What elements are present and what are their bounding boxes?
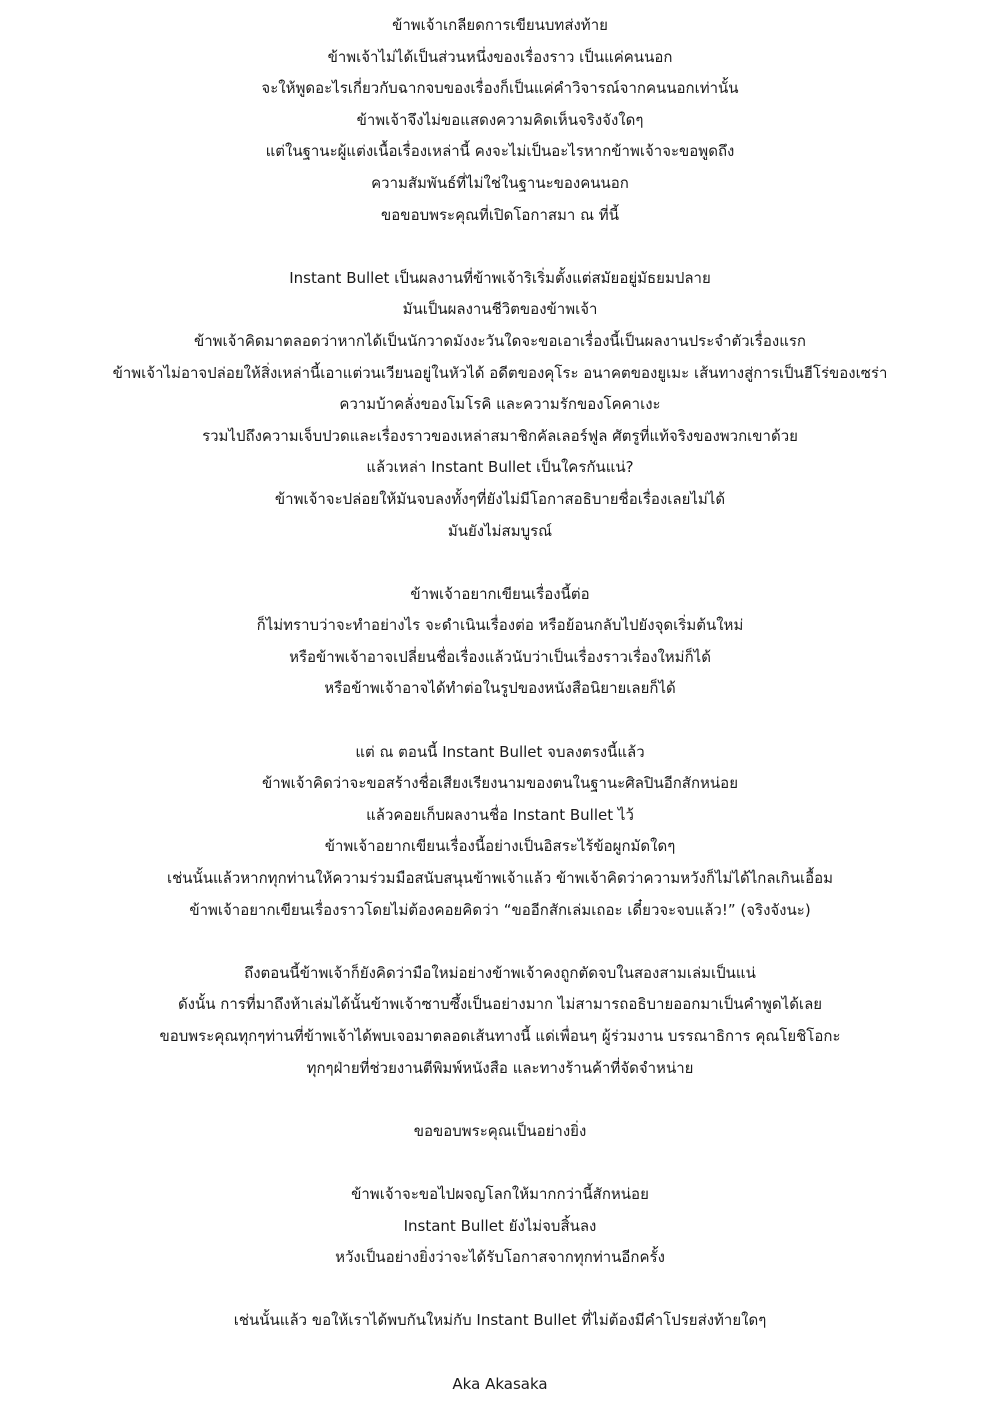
text-line: ข้าพเจ้าอยากเขียนเรื่องนี้อย่างเป็นอิสระไร้ข้อผูกมัดใดๆ xyxy=(324,837,676,856)
text-line: Instant Bullet เป็นผลงานที่ข้าพเจ้าริเริ่มตั้งแต่สมัยอยู่มัธยมปลาย xyxy=(289,268,711,287)
text-line: ข้าพเจ้าเกลียดการเขียนบทส่งท้าย xyxy=(392,16,608,34)
text-line: ข้าพเจ้าคิดว่าจะขอสร้างชื่อเสียงเรียงนามของตนในฐานะศิลปินอีกสักหน่อย xyxy=(262,774,738,793)
text-line: มันเป็นผลงานชีวิตของข้าพเจ้า xyxy=(402,300,598,319)
text-line: เช่นนั้นแล้ว ขอให้เราได้พบกันใหม่กับ Instant Bullet ที่ไม่ต้องมีคำโปรยส่งท้ายใดๆ xyxy=(233,1311,767,1330)
text-line: ข้าพเจ้าคิดมาตลอดว่าหากได้เป็นนักวาดมังงะวันใดจะขอเอาเรื่องนี้เป็นผลงานประจำตัวเรื่องแรก xyxy=(193,331,806,350)
text-line: ขอขอบพระคุณที่เปิดโอกาสมา ณ ที่นี้ xyxy=(381,205,619,224)
stanza-gap xyxy=(0,926,1000,958)
text-line: แล้วเหล่า Instant Bullet เป็นใครกันแน่? xyxy=(366,458,634,477)
text-line: หวังเป็นอย่างยิ่งว่าจะได้รับโอกาสจากทุกท่านอีกครั้ง xyxy=(335,1248,665,1267)
text-line: รวมไปถึงความเจ็บปวดและเรื่องราวของเหล่าสมาชิกคัลเลอร์ฟูล ศัตรูที่แท้จริงของพวกเขาด้วย xyxy=(202,426,798,445)
text-line: ดังนั้น การที่มาถึงห้าเล่มได้นั้นข้าพเจ้าซาบซึ้งเป็นอย่างมาก ไม่สามารถอธิบายออกมาเป็นคำพูดได้เลย xyxy=(177,995,823,1014)
text-line: ข้าพเจ้าไม่อาจปล่อยให้สิ่งเหล่านี้เอาแต่วนเวียนอยู่ในหัวได้ อดีตของคุโระ อนาคตของยูเมะ เส้นทางสู่การเป็นฮีโร่ของเซร่า xyxy=(112,363,888,382)
stanza-2 xyxy=(0,263,1000,547)
stanza-6 xyxy=(0,1116,1000,1148)
stanza-gap xyxy=(0,1147,1000,1179)
text-line: ความสัมพันธ์ที่ไม่ใช่ในฐานะของคนนอก xyxy=(371,173,629,192)
spacer xyxy=(0,1337,1000,1369)
text-line: มันยังไม่สมบูรณ์ xyxy=(447,521,553,540)
stanza-gap xyxy=(0,1274,1000,1306)
text-line: หรือข้าพเจ้าอาจเปลี่ยนชื่อเรื่องแล้วนับว่าเป็นเรื่องราวเรื่องใหม่ก็ได้ xyxy=(289,647,711,666)
text-line: ข้าพเจ้าอยากเขียนเรื่องราวโดยไม่ต้องคอยคิดว่า “ขออีกสักเล่มเถอะ เดี๋ยวจะจบแล้ว!” (จริงจังนะ) xyxy=(189,900,811,919)
text-line: ข้าพเจ้าจึงไม่ขอแสดงความคิดเห็นจริงจังใดๆ xyxy=(356,110,644,129)
text-line: Instant Bullet ยังไม่จบสิ้นลง xyxy=(403,1216,597,1235)
text-line: แต่ในฐานะผู้แต่งเนื้อเรื่องเหล่านี้ คงจะไม่เป็นอะไรหากข้าพเจ้าจะขอพูดถึง xyxy=(265,142,735,161)
afterword-body xyxy=(0,10,1000,1337)
text-line: ขอบพระคุณทุกๆท่านที่ข้าพเจ้าได้พบเจอมาตลอดเส้นทางนี้ แด่เพื่อนๆ ผู้ร่วมงาน บรรณาธิการ คุณโยชิโอกะ xyxy=(159,1027,841,1045)
text-line: ก็ไม่ทราบว่าจะทำอย่างไร จะดำเนินเรื่องต่อ หรือย้อนกลับไปยังจุดเริ่มต้นใหม่ xyxy=(256,616,744,635)
stanza-1 xyxy=(0,10,1000,231)
author-signature: Aka Akasaka xyxy=(452,1374,548,1393)
stanza-gap xyxy=(0,231,1000,263)
text-line: ข้าพเจ้าอยากเขียนเรื่องนี้ต่อ xyxy=(410,584,590,603)
text-line: ถึงตอนนี้ข้าพเจ้าก็ยังคิดว่ามือใหม่อย่างข้าพเจ้าคงถูกตัดจบในสองสามเล่มเป็นแน่ xyxy=(244,963,756,982)
stanza-8 xyxy=(0,1305,1000,1337)
text-line: ทุกๆฝ่ายที่ช่วยงานตีพิมพ์หนังสือ และทางร้านค้าที่จัดจำหน่าย xyxy=(306,1058,694,1077)
text-line: ความบ้าคลั่งของโมโรคิ และความรักของโคคาเงะ xyxy=(339,395,661,414)
text-line: ข้าพเจ้าจะขอไปผจญโลกให้มากกว่านี้สักหน่อย xyxy=(351,1184,649,1203)
stanza-gap xyxy=(0,1084,1000,1116)
text-line: หรือข้าพเจ้าอาจได้ทำต่อในรูปของหนังสือนิยายเลยก็ได้ xyxy=(324,679,676,698)
stanza-4 xyxy=(0,737,1000,927)
text-line: เช่นนั้นแล้วหากทุกท่านให้ความร่วมมือสนับสนุนข้าพเจ้าแล้ว ข้าพเจ้าคิดว่าความหวังก็ไม่ได้ไกลเกินเอื้อม xyxy=(166,869,834,888)
text-line: แล้วคอยเก็บผลงานชื่อ Instant Bullet ไว้ xyxy=(366,805,634,824)
text-line: ขอขอบพระคุณเป็นอย่างยิ่ง xyxy=(413,1121,587,1140)
stanza-gap xyxy=(0,705,1000,737)
text-line: ข้าพเจ้าจะปล่อยให้มันจบลงทั้งๆที่ยังไม่มีโอกาสอธิบายชื่อเรื่องเลยไม่ได้ xyxy=(274,489,726,508)
text-line: ข้าพเจ้าไม่ได้เป็นส่วนหนึ่งของเรื่องราว เป็นแค่คนนอก xyxy=(327,47,673,66)
text-line: แต่ ณ ตอนนี้ Instant Bullet จบลงตรงนี้แล้ว xyxy=(355,742,645,761)
text-line: จะให้พูดอะไรเกี่ยวกับฉากจบของเรื่องก็เป็นแค่คำวิจารณ์จากคนนอกเท่านั้น xyxy=(261,79,739,98)
stanza-gap xyxy=(0,547,1000,579)
stanza-3 xyxy=(0,579,1000,705)
stanza-7 xyxy=(0,1179,1000,1274)
stanza-5 xyxy=(0,958,1000,1084)
